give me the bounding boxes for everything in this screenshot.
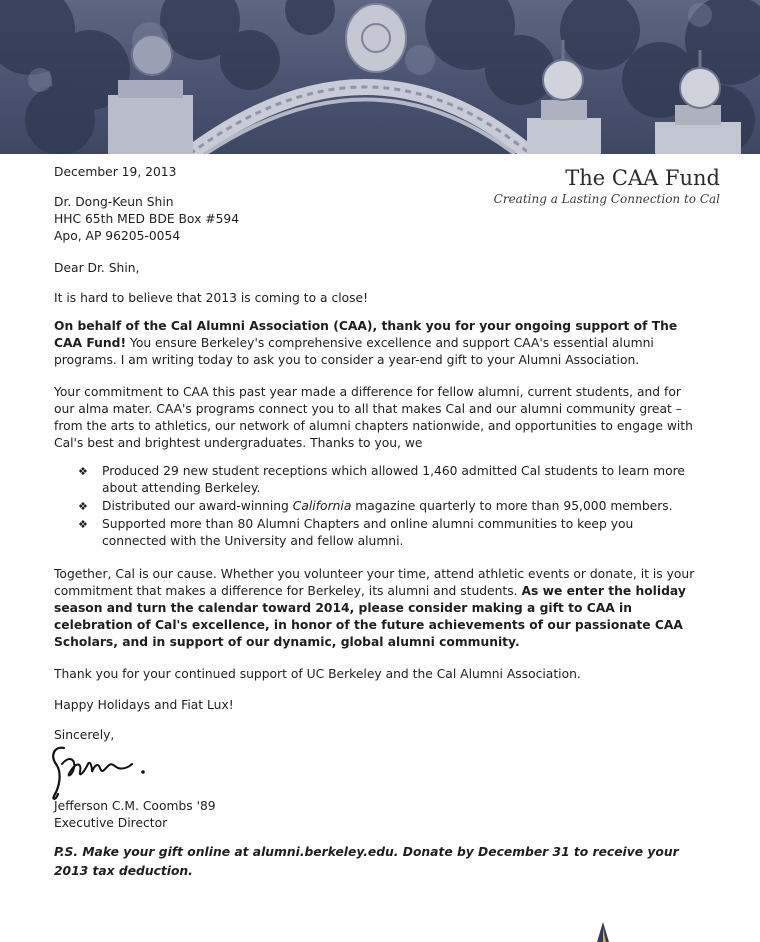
postscript: P.S. Make your gift online at alumni.berkeley.edu. Donate by December 31 to receive your 2013 tax deduction.	[54, 845, 679, 878]
paragraph-4	[54, 566, 699, 651]
diamond-bullet-icon: ❖	[78, 518, 88, 531]
bullet-text: Produced 29 new student receptions which allowed 1,460 admitted Cal students to learn more about attending Berkeley.	[102, 464, 685, 495]
signer-block	[54, 798, 699, 832]
signer-title: Executive Director	[54, 816, 168, 830]
list-item	[78, 463, 698, 497]
brand-title: The CAA Fund	[565, 166, 720, 190]
bullet-text-pre: Distributed our award-winning	[102, 499, 293, 513]
paragraph-2	[54, 318, 699, 369]
paragraph-1: It is hard to believe that 2013 is coming to a close!	[54, 291, 369, 305]
paragraph-2-bold: On behalf of the Cal Alumni Association (CAA), thank you for your ongoing support of The CAA Fund!	[54, 319, 678, 350]
decorative-triangle-icon	[597, 922, 609, 942]
paragraph-2-rest: You ensure Berkeley's comprehensive excellence and support CAA's essential alumni programs. I am writing today to ask you to consider a year-end gift to your Alumni Association.	[54, 336, 654, 367]
header-photo	[0, 0, 760, 154]
paragraph-6: Happy Holidays and Fiat Lux!	[54, 698, 234, 712]
handwritten-signature-icon	[46, 742, 156, 804]
recipient-name: Dr. Dong-Keun Shin	[54, 195, 174, 209]
bullet-text: Supported more than 80 Alumni Chapters and online alumni communities to keep you connected with the University and fellow alumni.	[102, 517, 634, 548]
paragraph-5: Thank you for your continued support of UC Berkeley and the Cal Alumni Association.	[54, 667, 581, 681]
paragraph-4-bold: As we enter the holiday season and turn the calendar toward 2014, please consider making a gift to CAA in celebration of Cal's excellence, in honor of the future achievements of our passionate CAA Scholars, and in support of our dynamic, global alumni community.	[54, 584, 686, 649]
diamond-bullet-icon: ❖	[78, 500, 88, 513]
brand-tagline: Creating a Lasting Connection to Cal	[493, 192, 720, 206]
letter-date: December 19, 2013	[54, 165, 177, 179]
list-item	[78, 498, 698, 515]
magazine-title: California	[292, 499, 352, 513]
recipient-line1: HHC 65th MED BDE Box #594	[54, 212, 240, 226]
paragraph-3: Your commitment to CAA this past year made a difference for fellow alumni, current students, and for our alma mater. CAA's programs connect you to all that makes Cal and our alumni community great – from the arts to athletics, our network of alumni chapters nationwide, and opportunities to engage with Cal's best and brightest undergraduates. Thanks to you, we	[54, 385, 693, 450]
recipient-line2: Apo, AP 96205-0054	[54, 229, 181, 243]
diamond-bullet-icon: ❖	[78, 465, 88, 478]
recipient-address	[54, 194, 699, 245]
sather-gate-photo-icon	[0, 0, 760, 154]
bullet-text-post: magazine quarterly to more than 95,000 members.	[351, 499, 673, 513]
paragraph-4-plain: Together, Cal is our cause. Whether you volunteer your time, attend athletic events or donate, it is your commitment that makes a difference for Berkeley, its alumni and students.	[54, 567, 695, 598]
bullet-list	[78, 463, 698, 551]
salutation: Dear Dr. Shin,	[54, 261, 140, 275]
closing: Sincerely,	[54, 728, 115, 742]
list-item	[78, 516, 698, 550]
signer-name: Jefferson C.M. Coombs '89	[54, 799, 216, 813]
